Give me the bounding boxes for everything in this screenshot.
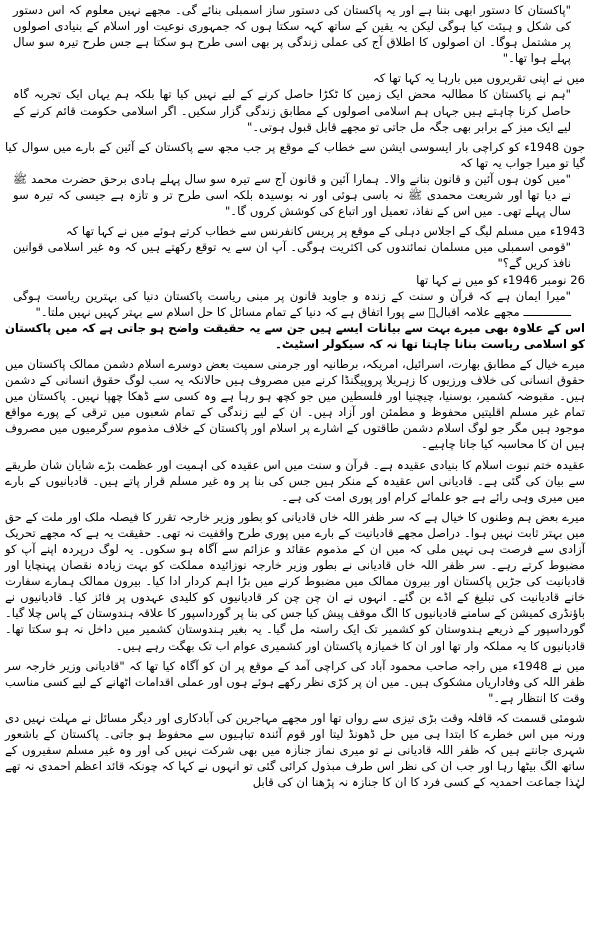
text-paragraph: میرے خیال کے مطابق بھارت، اسرائیل، امریکہ، برطانیہ اور جرمنی سمیت بعض دوسرے اسلام دشمن ممالک پاکستان میں حقوق انسانی کی خلاف ورزیوں کا زہریلا پروپیگنڈا کرنے میں مصروف ہیں حالانکہ یہ سب لوگ حقوق انسانی کے دشمن ہیں۔ مقبوضہ کشمیر، بوسنیا، چیچنیا اور فلسطین میں جو کچھ ہو رہا ہے وہ کسی سے ڈھکا چھپا نہیں۔ پاکستان میں تمام غیر مسلم اقلیتیں محفوظ و مطمئن اور آزاد ہیں۔ ان کے لیے زندگی کے تمام شعبوں میں ترقی کے پورے مواقع موجود ہیں مگر جو لوگ اسلام دشمن طاقتوں کے اشارے پر اسلام اور پاکستان کے خلاف مذموم سرگرمیوں میں مصروف ہیں ان کا محاسبہ کیا جانا چاہیے۔ <box>5 356 585 452</box>
quote-paragraph: "پاکستان کا دستور ابھی بننا ہے اور یہ پاکستان کی دستور ساز اسمبلی بنائے گی۔ مجھے نہیں معلوم کہ اس دستور کی شکل و ہیئت کیا ہوگی لیکن یہ یقین کے ساتھ کہہ سکتا ہوں کہ جمہوری نوعیت اور اسلام کے بنیادی اصولوں پر مشتمل ہوگا۔ ان اصولوں کا اطلاق آج کی عملی زندگی پر بھی اسی طرح ہو سکتا ہے جس طرح تیرہ سو سال پہلے ہوا تھا۔" <box>13 3 571 66</box>
text-paragraph: اس کے علاوہ بھی میرے بہت سے بیانات ایسے ہیں جن سے یہ حقیقت واضح ہو جاتی ہے کہ میں پاکستان کو اسلامی ریاست بنانا چاہتا تھا نہ کہ سیکولر اسٹیٹ۔ <box>5 320 585 351</box>
text-paragraph: میرے بعض ہم وطنوں کا خیال ہے کہ سر ظفر اللہ خاں قادیانی کو بطور وزیر خارجہ تقرر کا فیصلہ ملک اور ملت کے حق میں بہتر ثابت نہیں ہوا۔ دراصل مجھے قادیانیت کے بارے میں پوری طرح واقفیت نہ تھی۔ حقیقت یہ ہے کہ مجھے تحریک آزادی سے فرصت ہی نہیں ملی کہ میں ان کے مذموم عقائد و عزائم سے آگاہ ہو سکوں۔ یہ لوگ درپردہ اپنے آپ کو مضبوط کرتے رہے۔ سر ظفر اللہ خاں قادیانی نے بطور وزیر خارجہ نوزائیدہ مملکت کو بہت زیادہ نقصان پہنچایا اور قادیانیت کی جڑیں پاکستان اور بیرون ممالک میں مضبوط کرنے میں بڑا اہم کردار ادا کیا۔ بیرون ممالک ہمارے سفارت خانے قادیانیت کی تبلیغ کے اڈے بن گئے۔ انہوں نے ان چن چن کر قادیانیوں کو کلیدی عہدوں پر فائز کیا۔ قادیانیوں نے باؤنڈری کمیشن کے سامنے قادیانیوں کا الگ موقف پیش کیا جس کی بنا پر گورداسپور کا علاقہ ہندوستان کے پاس چلا گیا۔ گورداسپور کے ذریعے ہندوستان کو کشمیر تک ایک راستہ مل گیا۔ یہ بغیر ہندوستان کشمیر میں داخل نہ ہو سکتا تھا۔ قادیانیوں کا یہ مملکہ وار تھا اور ان کا خمیازہ پاکستان اور کشمیری عوام اب تک بھگت رہے ہیں۔ <box>5 509 585 653</box>
text-paragraph: میں نے اپنی تقریروں میں بارہا یہ کہا تھا کہ <box>372 71 585 86</box>
text-paragraph: شومئی قسمت کہ قافلہ وقت بڑی تیزی سے رواں تھا اور مجھے مہاجرین کی آبادکاری اور دیگر مسائل نے مہلت نہیں دی ورنہ میں اس خطرے کا ابتدا ہی میں حل ڈھونڈ لیتا اور قوم آئندہ تباہیوں سے محفوظ ہو جاتی۔ پاکستان کے باشعور شہری جانتے ہیں کہ ظفر اللہ قادیانی نے تو میری نماز جنازہ میں بھی شرکت نہیں کی اور وہ غیر مسلم سفیروں کے ساتھ الگ بیٹھا رہا اور جب ان کی نظر اس طرف مبذول کرائی گئی تو انہوں نے کہا کہ چونکہ قائد اعظم احمدی نہ تھے لہٰذا جماعت احمدیہ کے کسی فرد کا ان کا جنازہ نہ پڑھنا ان کی قابل <box>5 710 585 790</box>
text-paragraph: 1943ء میں مسلم لیگ کے اجلاس دہلی کے موقع پر پریس کانفرنس سے خطاب کرتے ہوئے میں نے کہا تھا کہ <box>65 224 585 239</box>
quote-paragraph: "میرا ایمان ہے کہ قرآن و سنت کے زندہ و جاوید قانون پر مبنی ریاست پاکستان دنیا کی بہترین ریاست ہوگی ــــــــــــــ مجھے علامہ اقبالؒ سے پورا اتفاق ہے کہ دنیا کے تمام مسائل کا حل اسلام سے بہتر کہیں نہیں ملتا۔" <box>13 288 571 319</box>
quote-paragraph: "ہم نے پاکستان کا مطالبہ محض ایک زمین کا ٹکڑا حاصل کرنے کے لیے نہیں کیا تھا بلکہ ہم یہاں ایک تجربہ گاہ حاصل کرنا چاہتے ہیں جہاں ہم اسلامی اصولوں کے مطابق زندگی گزار سکیں۔ اگر اسلامی حکومت قائم کرنے کے لیے ایک میز کے برابر بھی جگہ مل جاتی تو مجھے قابل قبول ہوتی۔" <box>13 87 571 134</box>
text-paragraph: جون 1948ء کو کراچی بار ایسوسی ایشن سے خطاب کے موقع پر جب مجھ سے پاکستان کے آئین کے بارے میں سوال کیا گیا تو میرا جواب یہ تھا کہ <box>5 139 585 170</box>
text-paragraph: 26 نومبر 1946ء کو میں نے کہا تھا <box>416 272 585 287</box>
quote-paragraph: "قومی اسمبلی میں مسلمان نمائندوں کی اکثریت ہوگی۔ آپ ان سے یہ توقع رکھتے ہیں کہ وہ غیر اسلامی قوانین نافذ کریں گے؟" <box>13 240 571 271</box>
text-paragraph: عقیدہ ختم نبوت اسلام کا بنیادی عقیدہ ہے۔ قرآن و سنت میں اس عقیدہ کی اہمیت اور عظمت بڑے شایان شان طریقے سے بیان کی گئی ہے۔ قادیانی اس عقیدہ کے منکر ہیں جس کی بنا پر وہ غیر مسلم قرار پاتے ہیں۔ قادیانیوں کے بارے میں میری وہی رائے ہے جو علمائے کرام اور پوری امت کی ہے۔ <box>5 457 585 504</box>
quote-paragraph: "میں کون ہوں آئین و قانون بنانے والا۔ ہمارا آئین و قانون آج سے تیرہ سو سال پہلے ہادی برحق حضرت محمد ﷺ نے دیا تھا اور شریعت محمدی ﷺ نہ باسی ہوئی اور نہ بوسیدہ بلکہ اسی طرح تر و تازہ ہے جیسی کہ تیرہ سو سال پہلے تھی۔ میں اس کے نفاذ، تعمیل اور اتباع کی کوشش کروں گا۔" <box>13 171 571 219</box>
text-paragraph: میں نے 1948ء میں راجہ صاحب محمود آباد کی کراچی آمد کے موقع پر ان کو آگاہ کیا تھا کہ "قادیانی وزیر خارجہ سر ظفر اللہ کی وفاداریاں مشکوک ہیں۔ میں ان پر کڑی نظر رکھے ہوئے ہوں اور عملی اقدامات اٹھانے کے لیے کسی مناسب وقت کا انتظار ہے۔" <box>5 658 585 705</box>
